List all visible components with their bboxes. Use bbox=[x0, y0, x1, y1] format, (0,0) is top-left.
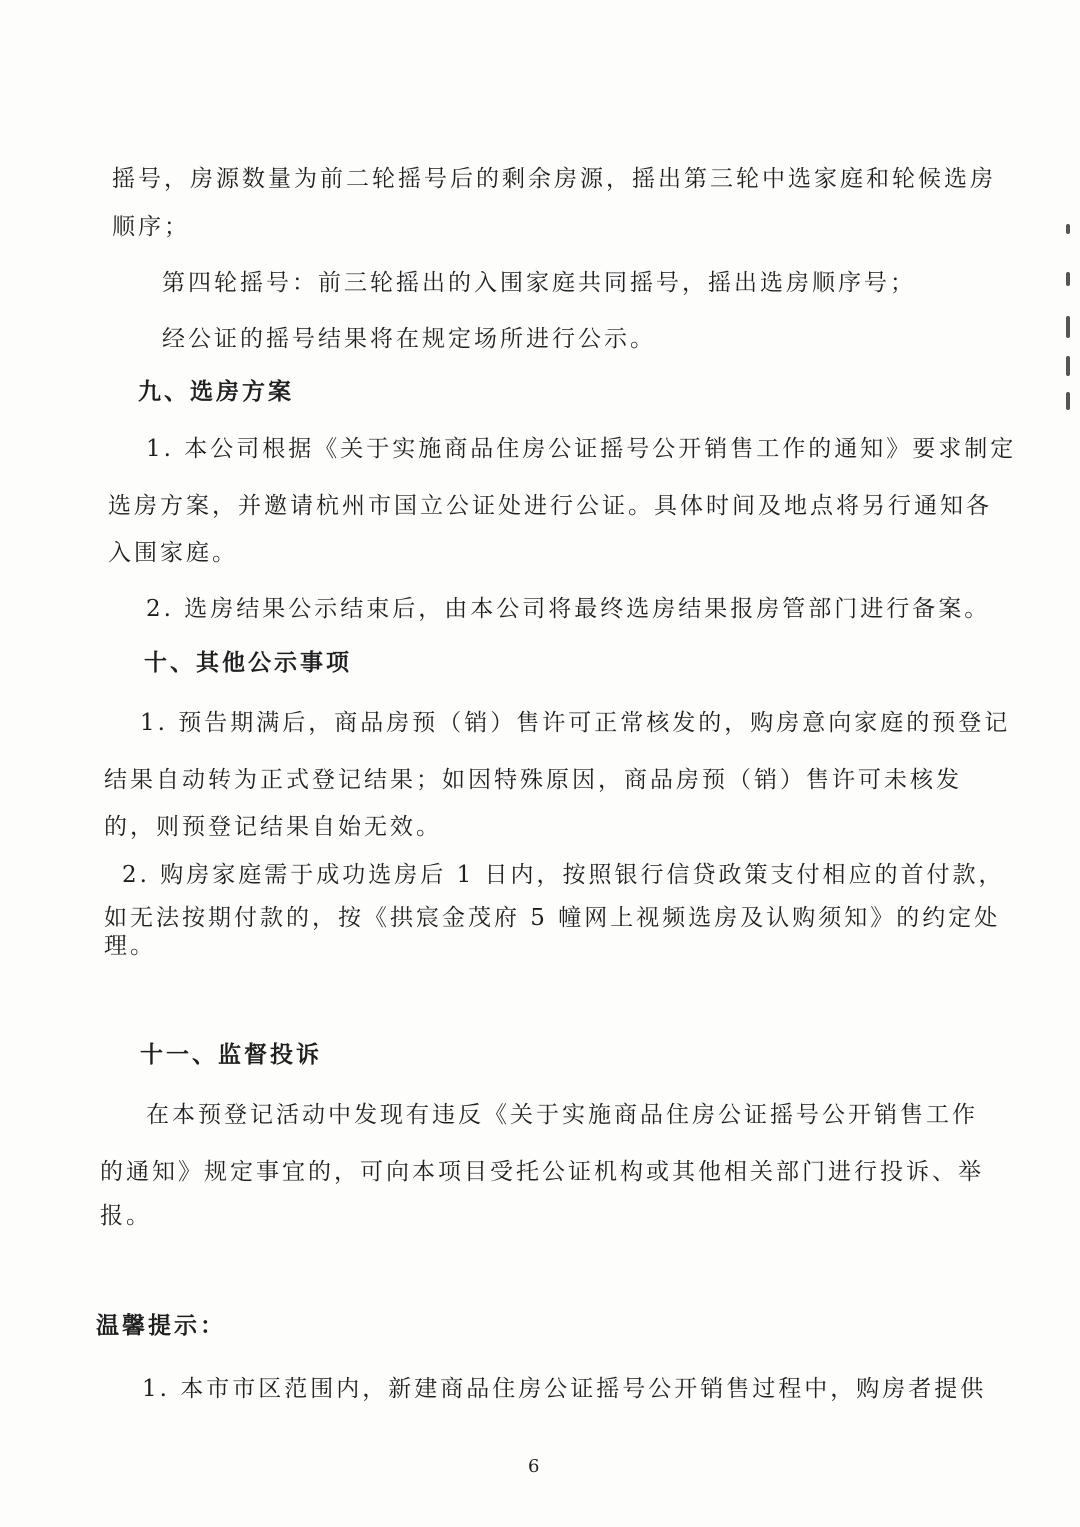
body-line: 经公证的摇号结果将在规定场所进行公示。 bbox=[162, 326, 656, 352]
body-line: 摇号，房源数量为前二轮摇号后的剩余房源，摇出第三轮中选家庭和轮候选房 bbox=[112, 166, 996, 192]
body-line: 的通知》规定事宜的，可向本项目受托公证机构或其他相关部门进行投诉、举 bbox=[100, 1159, 984, 1185]
body-line: 1. 本公司根据《关于实施商品住房公证摇号公开销售工作的通知》要求制定 bbox=[146, 436, 1017, 462]
tips-heading: 温馨提示： bbox=[96, 1312, 226, 1339]
body-line: 如无法按期付款的，按《拱宸金茂府 5 幢网上视频选房及认购须知》的约定处 bbox=[104, 905, 1001, 931]
body-line: 顺序； bbox=[112, 214, 190, 240]
body-line: 2. 选房结果公示结束后，由本公司将最终选房结果报房管部门进行备案。 bbox=[146, 596, 991, 622]
section-heading-10: 十、其他公示事项 bbox=[144, 649, 352, 676]
body-line: 报。 bbox=[100, 1203, 152, 1229]
body-line: 理。 bbox=[104, 933, 156, 959]
page-number: 6 bbox=[528, 1456, 540, 1477]
binding-edge-marks bbox=[1060, 220, 1080, 420]
section-heading-9: 九、选房方案 bbox=[138, 378, 294, 405]
body-line: 的，则预登记结果自始无效。 bbox=[104, 814, 442, 840]
section-heading-11: 十一、监督投诉 bbox=[140, 1041, 322, 1068]
body-line: 在本预登记活动中发现有违反《关于实施商品住房公证摇号公开销售工作 bbox=[146, 1102, 978, 1128]
body-line: 第四轮摇号：前三轮摇出的入围家庭共同摇号，摇出选房顺序号； bbox=[162, 270, 916, 296]
body-line: 1. 本市市区范围内，新建商品住房公证摇号公开销售过程中，购房者提供 bbox=[142, 1376, 987, 1402]
body-line: 选房方案，并邀请杭州市国立公证处进行公证。具体时间及地点将另行通知各 bbox=[108, 493, 992, 519]
body-line: 2. 购房家庭需于成功选房后 1 日内，按照银行信贷政策支付相应的首付款， bbox=[122, 862, 1005, 888]
body-line: 结果自动转为正式登记结果；如因特殊原因，商品房预（销）售许可未核发 bbox=[104, 767, 962, 793]
body-line: 入围家庭。 bbox=[108, 540, 238, 566]
body-line: 1. 预告期满后，商品房预（销）售许可正常核发的，购房意向家庭的预登记 bbox=[140, 710, 1011, 736]
